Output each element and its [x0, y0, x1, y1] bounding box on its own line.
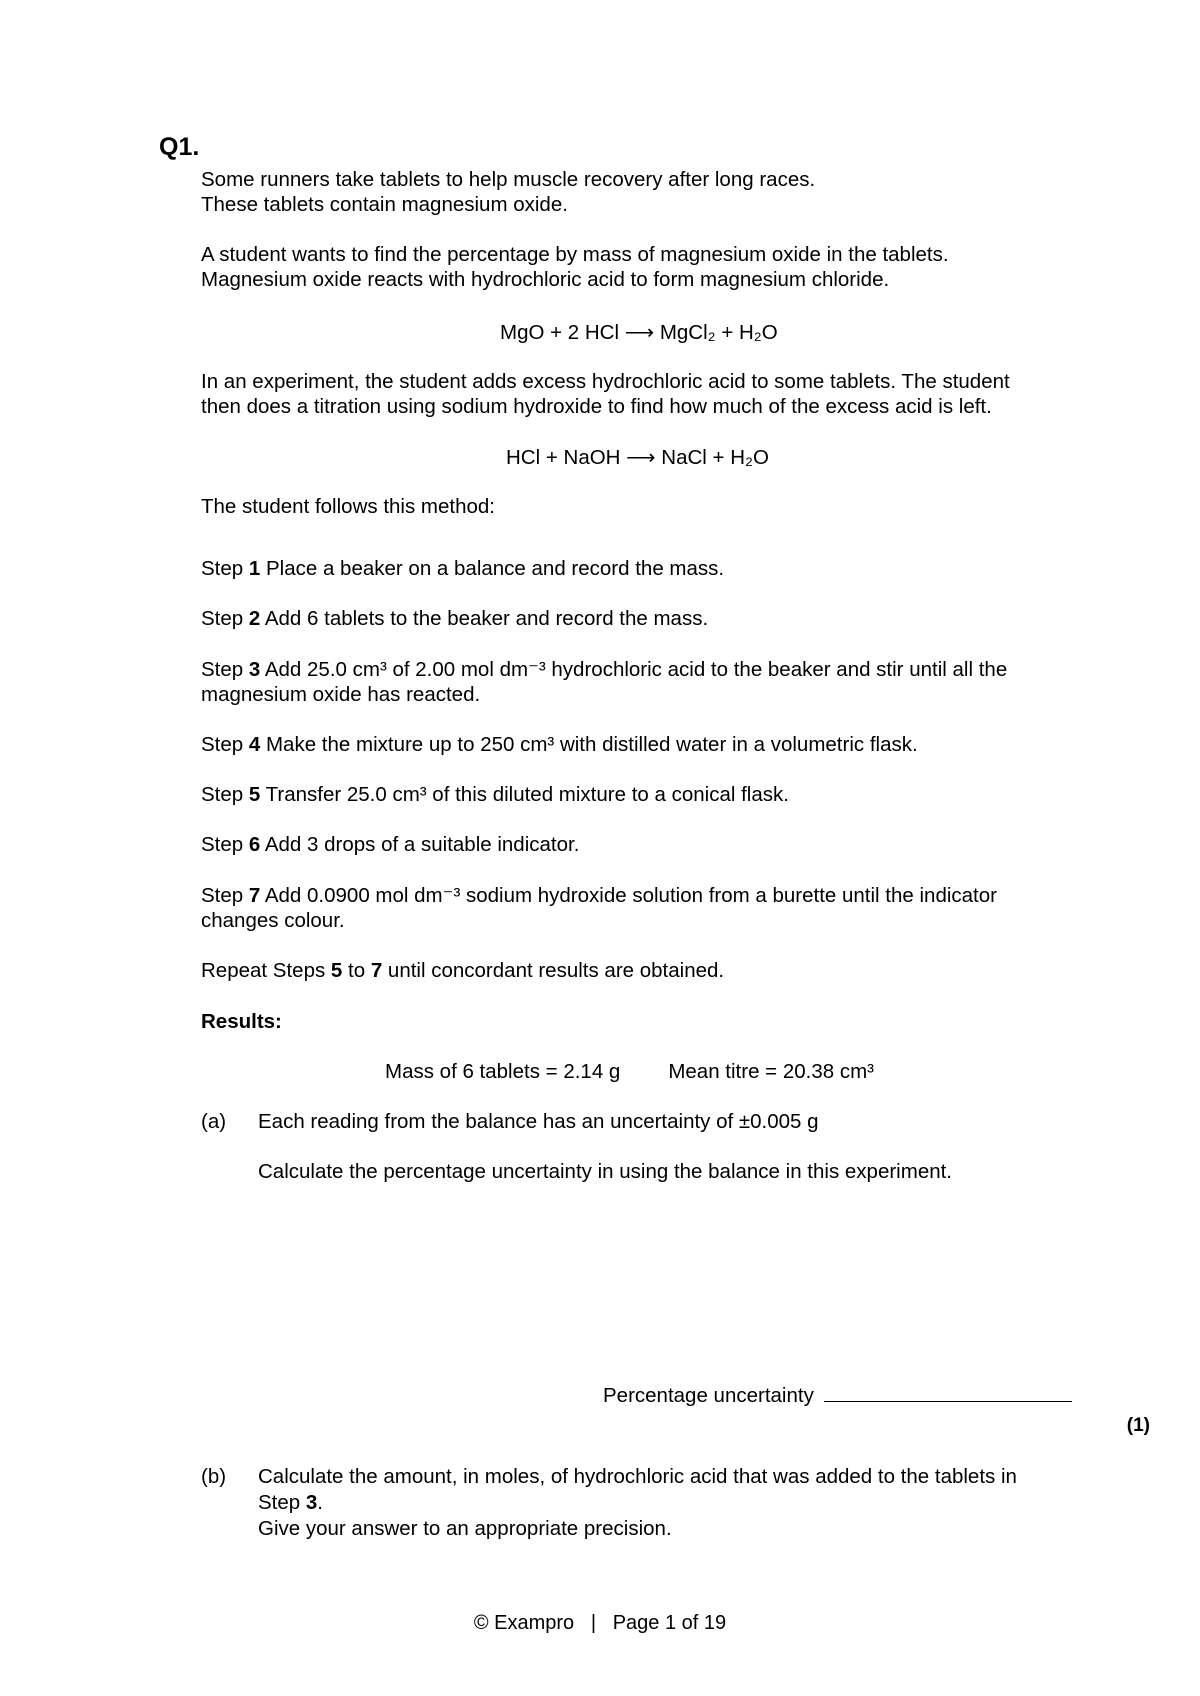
step-number: 3: [248, 658, 261, 681]
repeat-post: until concordant results are obtained.: [382, 959, 725, 982]
repeat-step-a: 5: [330, 959, 343, 982]
part-b-step-number: 3: [305, 1491, 318, 1514]
results-titre: Mean titre = 20.38 cm³: [668, 1060, 874, 1083]
repeat-mid: to: [342, 959, 371, 982]
results-line: [385, 1060, 874, 1084]
part-a-instruction: Calculate the percentage uncertainty in using the balance in this experiment.: [258, 1160, 953, 1183]
step-text: Make the mixture up to 250 cm³ with distilled water in a volumetric flask.: [265, 733, 918, 756]
intro-line: Magnesium oxide reacts with hydrochloric acid to form magnesium chloride.: [201, 268, 890, 291]
answer-label: Percentage uncertainty: [603, 1384, 814, 1407]
step-number: 5: [248, 783, 261, 806]
intro-line: A student wants to find the percentage by mass of magnesium oxide in the tablets.: [201, 243, 949, 266]
intro-line: Some runners take tablets to help muscle recovery after long races.: [201, 168, 816, 191]
step-2: [201, 607, 708, 631]
answer-field-percentage-uncertainty[interactable]: [603, 1383, 1072, 1408]
results-heading: Results:: [201, 1010, 282, 1033]
step-word: Step: [201, 557, 244, 580]
step-3-continued: magnesium oxide has reacted.: [201, 683, 481, 706]
step-word: Step: [201, 884, 244, 907]
step-word: Step: [201, 733, 244, 756]
repeat-pre: Repeat Steps: [201, 959, 331, 982]
step-word: Step: [201, 658, 244, 681]
step-5: [201, 783, 789, 807]
step-word: Step: [201, 607, 244, 630]
results-mass: Mass of 6 tablets = 2.14 g: [385, 1060, 621, 1083]
step-text: Add 3 drops of a suitable indicator.: [264, 833, 580, 856]
step-word: Step: [201, 783, 244, 806]
equation-mgo-hcl: MgO + 2 HCl ⟶ MgCl₂ + H₂O: [500, 321, 778, 344]
step-7-continued: changes colour.: [201, 909, 345, 932]
page-footer: © Exampro | Page 1 of 19: [473, 1612, 727, 1634]
repeat-step-b: 7: [370, 959, 383, 982]
step-number: 1: [248, 557, 261, 580]
question-number: Q1.: [159, 133, 200, 161]
marks-badge: (1): [1126, 1415, 1150, 1436]
part-a-label: (a): [201, 1110, 227, 1133]
step-text: Add 0.0900 mol dm⁻³ sodium hydroxide solution from a burette until the indicator: [264, 884, 997, 907]
part-b-text: Calculate the amount, in moles, of hydrochloric acid that was added to the tablets in: [258, 1465, 1017, 1488]
step-6: [201, 833, 579, 857]
part-b-instruction: Give your answer to an appropriate precision.: [258, 1517, 672, 1540]
part-b-label: (b): [201, 1465, 227, 1488]
step-number: 4: [248, 733, 261, 756]
step-text: Add 25.0 cm³ of 2.00 mol dm⁻³ hydrochloric acid to the beaker and stir until all the: [264, 658, 1008, 681]
step-7: [201, 883, 997, 908]
answer-underline[interactable]: [824, 1383, 1072, 1402]
step-number: 7: [248, 884, 261, 907]
step-4: [201, 733, 918, 757]
step-1: [201, 557, 724, 581]
experiment-line: then does a titration using sodium hydroxide to find how much of the excess acid is left.: [201, 395, 992, 418]
part-b-text-continued: [258, 1491, 323, 1515]
step-number: 6: [248, 833, 261, 856]
repeat-instruction: [201, 959, 724, 983]
method-intro: The student follows this method:: [201, 495, 495, 518]
step-3: [201, 657, 1007, 682]
part-b-period: .: [317, 1491, 323, 1514]
part-a-text: Each reading from the balance has an uncertainty of ±0.005 g: [258, 1110, 819, 1133]
step-text: Place a beaker on a balance and record the mass.: [265, 557, 725, 580]
experiment-line: In an experiment, the student adds excess hydrochloric acid to some tablets. The student: [201, 370, 1010, 393]
step-text: Add 6 tablets to the beaker and record the mass.: [264, 607, 709, 630]
step-word: Step: [201, 833, 244, 856]
step-text: Transfer 25.0 cm³ of this diluted mixture to a conical flask.: [265, 783, 789, 806]
equation-hcl-naoh: HCl + NaOH ⟶ NaCl + H₂O: [506, 446, 769, 469]
part-b-step-word: Step: [258, 1491, 306, 1514]
intro-line: These tablets contain magnesium oxide.: [201, 193, 568, 216]
step-number: 2: [248, 607, 261, 630]
